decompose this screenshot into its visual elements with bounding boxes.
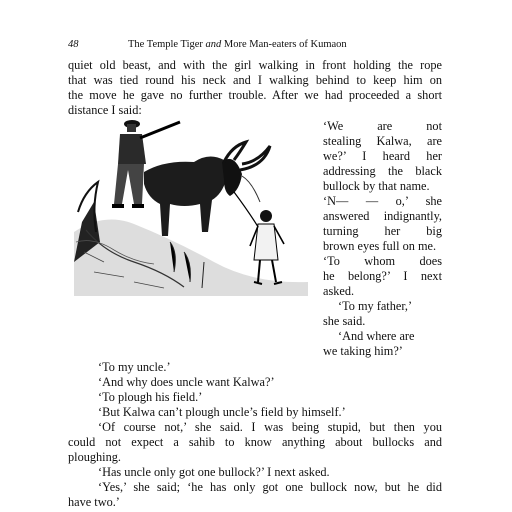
text-line: ‘To my father,’ <box>338 299 413 313</box>
text-line: stealing Kalwa, are <box>323 134 442 148</box>
text-line: the move he gave no further trouble. After we had proceeded a short <box>68 88 442 102</box>
text-line: ‘Has uncle only got one bullock?’ I next asked. <box>98 465 330 479</box>
text-line: ‘Yes,’ she said; ‘he has only got one bullock now, but he did <box>98 480 442 494</box>
running-head <box>128 38 347 52</box>
page-header <box>68 38 463 52</box>
page-number: 48 <box>68 39 79 50</box>
text-line: distance I said: <box>68 103 142 117</box>
text-line: bullock by that name. <box>323 179 430 193</box>
text-line: could not expect a sahib to know anything about bullocks and <box>68 435 442 449</box>
text-line: ‘Of course not,’ she said. I was being stupid, but then you <box>98 420 442 434</box>
text-line: ‘We are not <box>323 119 442 133</box>
text-line: he belong?’ I next <box>323 269 442 283</box>
text-line: ‘N— — o,’ she <box>323 194 442 208</box>
text-line: asked. <box>323 284 355 298</box>
text-line: brown eyes full on me. <box>323 239 437 253</box>
running-head-part1: The Temple Tiger <box>128 39 206 50</box>
text-line: addressing the black <box>323 164 442 178</box>
text-line: she said. <box>323 314 366 328</box>
text-line: ploughing. <box>68 450 121 464</box>
text-line: we?’ I heard her <box>323 149 442 163</box>
text-line: that was tied round his neck and I walking behind to keep him on <box>68 73 442 87</box>
illustration-man-with-rifle-girl-and-bullock-icon <box>74 112 308 296</box>
running-head-italic: and <box>205 39 222 50</box>
text-line: ‘But Kalwa can’t plough uncle’s field by himself.’ <box>98 405 346 419</box>
text-line: ‘And where are <box>338 329 415 343</box>
running-head-part2: More Man-eaters of Kumaon <box>221 39 347 50</box>
text-line: ‘To whom does <box>323 254 442 268</box>
text-line: have two.’ <box>68 495 120 509</box>
text-line: turning her big <box>323 224 442 238</box>
text-line: ‘To plough his field.’ <box>98 390 203 404</box>
text-line: answered indignantly, <box>323 209 442 223</box>
text-line: ‘To my uncle.’ <box>98 360 171 374</box>
text-line: quiet old beast, and with the girl walking in front holding the rope <box>68 58 442 72</box>
text-line: ‘And why does uncle want Kalwa?’ <box>98 375 275 389</box>
text-line: we taking him?’ <box>323 344 403 358</box>
